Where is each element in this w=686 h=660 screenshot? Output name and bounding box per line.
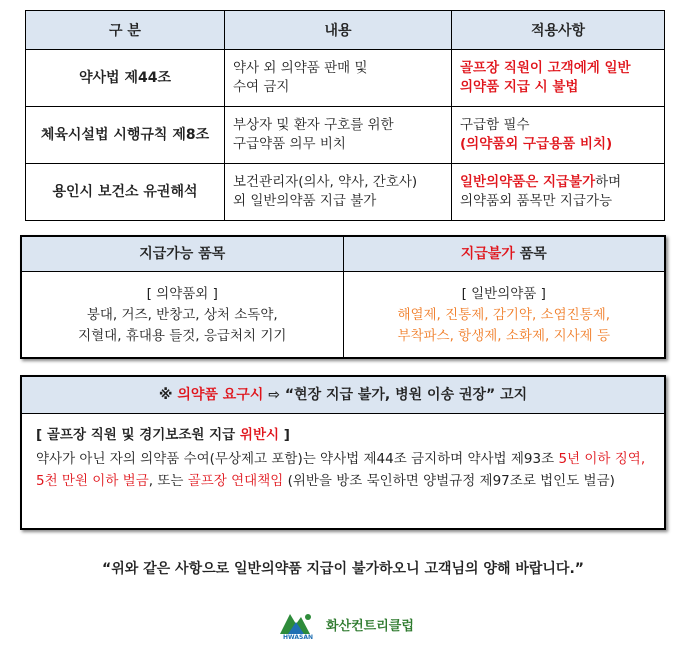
row-content bbox=[225, 50, 452, 107]
items-label: 품목 bbox=[514, 246, 547, 262]
allowed-item-line: 붕대, 거즈, 반창고, 상처 소독약, bbox=[86, 307, 278, 323]
application-line: 의약품 지급 시 불법 bbox=[460, 79, 579, 95]
notice-mark: ※ bbox=[158, 387, 173, 403]
application-line: 구급함 필수 bbox=[460, 117, 530, 133]
application-line: 의약품외 품목만 지급가능 bbox=[460, 193, 613, 209]
table-row bbox=[26, 164, 665, 221]
hwasan-logo-icon bbox=[274, 608, 322, 640]
allowed-items-header: 지급가능 품목 bbox=[139, 246, 226, 262]
subtitle-suffix: ] bbox=[279, 427, 290, 443]
body-text: (위반을 방조 묵인하면 양벌규정 제97조로 법인도 벌금) bbox=[283, 473, 615, 489]
subtitle-prefix: [ 골프장 직원 및 경기보조원 지급 bbox=[36, 427, 240, 443]
regulation-table-header bbox=[26, 11, 665, 50]
application-line: 골프장 직원이 고객에게 일반 bbox=[460, 60, 631, 76]
table-row bbox=[26, 107, 665, 164]
header-application: 적용사항 bbox=[452, 11, 665, 50]
application-line bbox=[460, 173, 656, 192]
notice-subtitle bbox=[36, 424, 650, 446]
allowed-item-line: 지혈대, 휴대용 들것, 응급처치 기기 bbox=[78, 328, 287, 344]
closing-message: “위와 같은 사항으로 일반의약품 지급이 불가하오니 고객님의 양해 바랍니다.” bbox=[102, 561, 584, 577]
content-line: 외 일반의약품 지급 불가 bbox=[233, 193, 377, 209]
items-table-header bbox=[22, 237, 664, 272]
header-content: 내용 bbox=[225, 11, 452, 50]
content-line: 구급약품 의무 비치 bbox=[233, 136, 346, 152]
content-line: 약사 외 의약품 판매 및 bbox=[233, 60, 368, 76]
prohibited-sub-title: [ 일반의약품 ] bbox=[461, 286, 546, 302]
subtitle-violation: 위반시 bbox=[239, 427, 280, 443]
prohibited-items-header bbox=[343, 237, 665, 271]
regulation-table bbox=[25, 10, 665, 221]
content-line: 수여 금지 bbox=[233, 79, 290, 95]
row-content bbox=[225, 164, 452, 221]
row-content bbox=[225, 107, 452, 164]
prohibited-label: 지급불가 bbox=[460, 246, 515, 262]
row-application bbox=[452, 50, 665, 107]
header-category: 구 분 bbox=[26, 11, 225, 50]
body-penalty: 5년 이하 징역, 5천 만원 이하 벌금 bbox=[36, 451, 646, 489]
arrow-icon: ⇨ bbox=[268, 387, 280, 403]
prohibited-item-line: 해열제, 진통제, 감기약, 소염진통제, bbox=[397, 307, 611, 323]
content-line: 부상자 및 환자 구호를 위한 bbox=[233, 117, 394, 133]
application-red: 일반의약품은 지급불가 bbox=[460, 174, 596, 190]
items-table bbox=[20, 235, 666, 359]
prohibited-items bbox=[343, 272, 665, 358]
club-logo bbox=[274, 608, 414, 640]
notice-content bbox=[22, 414, 664, 502]
notice-suffix: 고지 bbox=[500, 387, 528, 403]
application-rest: 하며 bbox=[595, 174, 622, 190]
prohibited-item-line: 부착파스, 항생제, 소화제, 지사제 등 bbox=[397, 328, 611, 344]
content-line: 보건관리자(의사, 약사, 간호사) bbox=[233, 174, 418, 190]
row-category: 용인시 보건소 유권해석 bbox=[26, 164, 225, 221]
notice-header bbox=[22, 377, 664, 414]
notice-request: 의약품 요구시 bbox=[177, 387, 264, 403]
logo-mark-text: HWASAN bbox=[283, 634, 313, 640]
table-row bbox=[26, 50, 665, 107]
body-text: , 또는 bbox=[148, 473, 188, 489]
club-name: 화산컨트리클럽 bbox=[326, 618, 414, 634]
row-application bbox=[452, 164, 665, 221]
allowed-items bbox=[22, 272, 343, 358]
notice-box bbox=[20, 375, 666, 530]
notice-body bbox=[36, 448, 650, 492]
body-text: 약사가 아닌 자의 의약품 수여(무상제고 포함)는 약사법 제44조 금지하며 약사법 제93조 bbox=[36, 451, 559, 467]
row-application bbox=[452, 107, 665, 164]
body-liability: 골프장 연대책임 bbox=[187, 473, 284, 489]
row-category: 약사법 제44조 bbox=[26, 50, 225, 107]
row-category: 체육시설법 시행규칙 제8조 bbox=[26, 107, 225, 164]
application-line: (의약품외 구급용품 비치) bbox=[460, 136, 613, 152]
items-table-body bbox=[22, 272, 664, 358]
notice-quote: “현장 지급 불가, 병원 이송 권장” bbox=[284, 387, 496, 403]
allowed-sub-title: [ 의약품외 ] bbox=[146, 286, 218, 302]
